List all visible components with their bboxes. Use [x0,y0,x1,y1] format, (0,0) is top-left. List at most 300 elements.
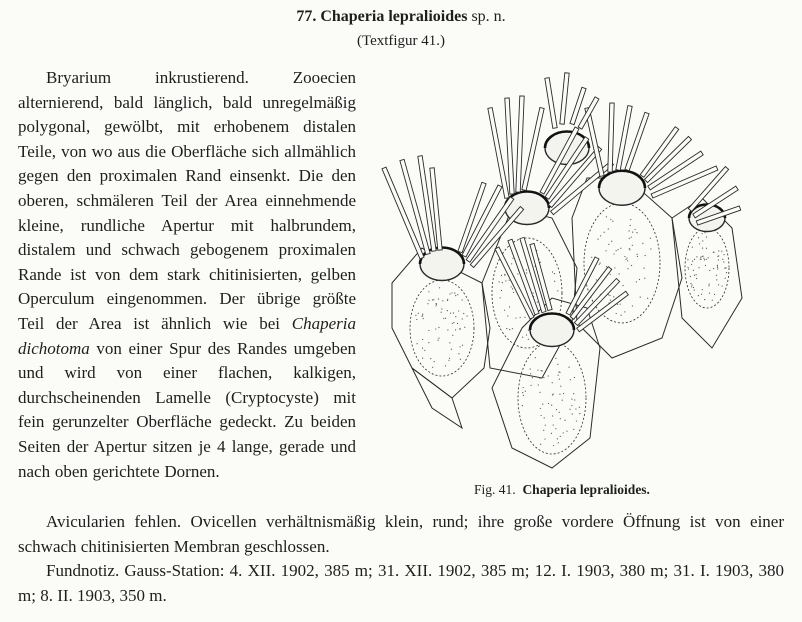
stipple-dot [631,265,632,266]
stipple-dot [424,350,425,351]
stipple-dot [608,244,609,245]
stipple-dot [691,264,692,265]
stipple-dot [688,268,689,269]
stipple-dot [441,308,442,309]
stipple-dot [624,311,625,312]
stipple-dot [559,412,560,413]
stipple-dot [538,384,539,385]
zooecia-drawing [372,68,752,478]
stipple-dot [535,357,536,358]
stipple-dot [459,346,460,347]
stipple-dot [562,400,563,401]
stipple-dot [543,377,544,378]
stipple-dot [539,392,540,393]
stipple-dot [717,267,718,268]
stipple-dot [541,415,542,416]
stipple-dot [724,268,725,269]
stipple-dot [596,279,597,280]
stipple-dot [540,444,541,445]
stipple-dot [438,338,439,339]
stipple-dot [541,370,542,371]
stipple-dot [630,225,631,226]
stipple-dot [563,432,564,433]
stipple-dot [438,327,439,328]
stipple-dot [540,262,541,263]
cryptocyst [685,228,729,308]
stipple-dot [552,382,553,383]
stipple-dot [511,263,512,264]
stipple-dot [499,281,500,282]
stipple-dot [422,348,423,349]
stipple-dot [597,238,598,239]
description-paragraph [18,66,356,484]
stipple-dot [526,334,527,335]
stipple-dot [540,408,541,409]
stipple-dot [428,300,429,301]
stipple-dot [510,286,511,287]
stipple-dot [696,278,697,279]
stipple-dot [625,259,626,260]
stipple-dot [704,259,705,260]
stipple-dot [557,438,558,439]
stipple-dot [552,271,553,272]
stipple-dot [452,323,453,324]
stipple-dot [717,265,718,266]
stipple-dot [416,343,417,344]
stipple-dot [702,289,703,290]
stipple-dot [464,327,465,328]
spine [522,108,544,191]
stipple-dot [640,297,641,298]
stipple-dot [722,259,723,260]
stipple-dot [713,268,714,269]
stipple-dot [415,315,416,316]
stipple-dot [629,248,630,249]
stipple-dot [422,315,423,316]
stipple-dot [509,329,510,330]
stipple-dot [512,288,513,289]
stipple-dot [629,238,630,239]
stipple-dot [427,303,428,304]
stipple-dot [509,280,510,281]
stipple-dot [605,250,606,251]
stipple-dot [700,257,701,258]
stipple-dot [574,399,575,400]
stipple-dot [432,367,433,368]
stipple-dot [706,236,707,237]
stipple-dot [645,255,646,256]
stipple-dot [566,431,567,432]
stipple-dot [708,285,709,286]
figure-illustration [372,68,752,478]
stipple-dot [608,228,609,229]
stipple-dot [542,403,543,404]
stipple-dot [632,305,633,306]
stipple-dot [460,359,461,360]
stipple-dot [452,335,453,336]
stipple-dot [575,408,576,409]
stipple-dot [632,232,633,233]
stipple-dot [723,254,724,255]
stipple-dot [571,399,572,400]
stipple-dot [560,386,561,387]
stipple-dot [537,369,538,370]
stipple-dot [611,241,612,242]
stipple-dot [500,297,501,298]
stipple-dot [432,299,433,300]
stipple-dot [544,438,545,439]
stipple-dot [687,259,688,260]
stipple-dot [696,274,697,275]
stipple-dot [604,232,605,233]
stipple-dot [613,253,614,254]
stipple-dot [570,379,571,380]
stipple-dot [522,405,523,406]
stipple-dot [706,248,707,249]
stipple-dot [723,261,724,262]
spine [545,78,557,129]
italic-species-reference: Chaperia dichotoma [18,313,356,358]
stipple-dot [698,237,699,238]
stipple-dot [698,267,699,268]
stipple-dot [548,375,549,376]
stipple-dot [568,366,569,367]
stipple-dot [548,403,549,404]
avicularia-paragraph: Avicularien fehlen. Ovicellen verhältnismäßig klein, rund; ihre große vordere Öffnung ist von einer schwach chitinisierten Membran geschlossen. [18,512,784,556]
cryptocyst [410,280,474,376]
stipple-dot [559,372,560,373]
stipple-dot [553,445,554,446]
stipple-dot [558,442,559,443]
description-block [18,66,356,484]
stipple-dot [617,304,618,305]
stipple-dot [520,317,521,318]
stipple-dot [614,267,615,268]
stipple-dot [552,394,553,395]
stipple-dot [526,269,527,270]
stipple-dot [636,281,637,282]
stipple-dot [507,315,508,316]
stipple-dot [449,342,450,343]
stipple-dot [528,339,529,340]
stipple-dot [579,413,580,414]
stipple-dot [455,295,456,296]
stipple-dot [564,420,565,421]
stipple-dot [532,377,533,378]
stipple-dot [713,252,714,253]
stipple-dot [622,285,623,286]
stipple-dot [692,247,693,248]
stipple-dot [613,296,614,297]
stipple-dot [441,312,442,313]
stipple-dot [555,358,556,359]
stipple-dot [435,328,436,329]
stipple-dot [455,329,456,330]
stipple-dot [451,349,452,350]
stipple-dot [610,274,611,275]
spine [560,73,569,124]
stipple-dot [447,300,448,301]
stipple-dot [591,257,592,258]
stipple-dot [504,275,505,276]
stipple-dot [530,385,531,386]
stipple-dot [423,318,424,319]
stipple-dot [630,219,631,220]
stipple-dot [555,428,556,429]
stipple-dot [560,436,561,437]
stipple-dot [634,229,635,230]
stipple-dot [721,251,722,252]
stipple-dot [457,294,458,295]
stipple-dot [639,279,640,280]
stipple-dot [620,248,621,249]
stipple-dot [701,294,702,295]
stipple-dot [702,240,703,241]
figure-species-name: Chaperia lepralioides. [522,482,650,497]
stipple-dot [515,317,516,318]
stipple-dot [716,275,717,276]
stipple-dot [693,287,694,288]
stipple-dot [463,313,464,314]
stipple-dot [702,233,703,234]
species-number: 77. [296,8,317,25]
stipple-dot [442,300,443,301]
stipple-dot [437,340,438,341]
stipple-dot [554,273,555,274]
stipple-dot [428,291,429,292]
stipple-dot [445,318,446,319]
stipple-dot [447,299,448,300]
stipple-dot [422,314,423,315]
stipple-dot [553,424,554,425]
stipple-dot [693,270,694,271]
stipple-dot [690,283,691,284]
stipple-dot [610,300,611,301]
stipple-dot [617,249,618,250]
stipple-dot [606,216,607,217]
stipple-dot [433,299,434,300]
stipple-dot [694,259,695,260]
stipple-dot [436,303,437,304]
stipple-dot [506,328,507,329]
stipple-dot [517,273,518,274]
stipple-dot [560,418,561,419]
stipple-dot [705,265,706,266]
stipple-dot [631,237,632,238]
stipple-dot [612,221,613,222]
spine [608,103,614,172]
stipple-dot [544,417,545,418]
stipple-dot [512,258,513,259]
stipple-dot [526,272,527,273]
stipple-dot [571,405,572,406]
stipple-dot [637,254,638,255]
stipple-dot [572,413,573,414]
stipple-dot [725,278,726,279]
stipple-dot [459,328,460,329]
stipple-dot [430,358,431,359]
stipple-dot [457,323,458,324]
stipple-dot [691,286,692,287]
stipple-dot [650,248,651,249]
stipple-dot [416,319,417,320]
stipple-dot [422,339,423,340]
stipple-dot [513,292,514,293]
stipple-dot [449,358,450,359]
stipple-dot [458,353,459,354]
stipple-dot [698,295,699,296]
stipple-dot [636,232,637,233]
stipple-dot [532,292,533,293]
description-text-a: Bryarium inkrustierend. Zooecien alternierend, bald länglich, bald unregelmäßig polygonal, gewölbt, mit erhobenem distalen Teile, von wo aus die Oberfläche sich allmählich gegen den proximalen Rand einsenkt. Die den oberen, schmäleren Teil der Area einnehmende kleine, rundliche Apertur mit halbrundem, distalem und schwach gebogenem proximalen Rande ist von dem stark chitinisierten, gelben Operculum eingenommen. Der übrige größte Teil der Area ist ähnlich wie bei [18,68,356,333]
stipple-dot [422,358,423,359]
stipple-dot [454,293,455,294]
stipple-dot [616,250,617,251]
stipple-dot [647,298,648,299]
locality-paragraph: Fundnotiz. Gauss-Station: 4. XII. 1902, 385 m; 31. XII. 1902, 385 m; 12. I. 1903, 380 m; 31. I. 1903, 380 m; 8. II. 1903, 350 m. [18,561,784,605]
stipple-dot [627,268,628,269]
stipple-dot [443,318,444,319]
stipple-dot [453,312,454,313]
stipple-dot [501,290,502,291]
stipple-dot [554,281,555,282]
stipple-dot [509,306,510,307]
stipple-dot [557,290,558,291]
stipple-dot [428,342,429,343]
stipple-dot [523,387,524,388]
stipple-dot [449,293,450,294]
stipple-dot [455,316,456,317]
spine [516,96,524,192]
stipple-dot [691,284,692,285]
stipple-dot [556,409,557,410]
stipple-dot [462,345,463,346]
stipple-dot [610,219,611,220]
stipple-dot [722,285,723,286]
zooecium-outline [412,368,462,428]
stipple-dot [600,262,601,263]
stipple-dot [708,257,709,258]
stipple-dot [438,298,439,299]
stipple-dot [692,261,693,262]
stipple-dot [712,300,713,301]
stipple-dot [704,299,705,300]
stipple-dot [576,420,577,421]
stipple-dot [609,295,610,296]
stipple-dot [447,329,448,330]
stipple-dot [557,364,558,365]
stipple-dot [574,377,575,378]
stipple-dot [545,425,546,426]
stipple-dot [439,287,440,288]
stipple-dot [699,243,700,244]
stipple-dot [435,305,436,306]
stipple-dot [525,391,526,392]
stipple-dot [504,310,505,311]
article-heading [0,6,802,28]
species-name: Chaperia lepralioides [320,8,468,25]
stipple-dot [608,294,609,295]
stipple-dot [434,361,435,362]
stipple-dot [542,370,543,371]
stipple-dot [700,259,701,260]
stipple-dot [690,276,691,277]
stipple-dot [619,273,620,274]
stipple-dot [718,250,719,251]
stipple-dot [537,301,538,302]
stipple-dot [451,292,452,293]
stipple-dot [717,268,718,269]
species-suffix: sp. n. [471,8,506,25]
stipple-dot [552,415,553,416]
stipple-dot [462,318,463,319]
stipple-dot [522,337,523,338]
stipple-dot [551,433,552,434]
description-text-b: von einer Spur des Randes umgeben und wird von einer flachen, kalkigen, durchscheinenden Lamelle (Cryptocyste) mit fein gerunzelter Oberfläche gedeckt. Zu beiden Seiten der Apertur sitzen je 4 lange, gerade und nach oben gerichtete Dornen. [18,338,356,481]
stipple-dot [629,230,630,231]
stipple-dot [600,235,601,236]
stipple-dot [650,238,651,239]
stipple-dot [703,258,704,259]
stipple-dot [718,259,719,260]
stipple-dot [717,256,718,257]
stipple-dot [620,315,621,316]
stipple-dot [726,272,727,273]
figure-label: Fig. 41. [474,482,516,497]
stipple-dot [530,368,531,369]
stipple-dot [524,317,525,318]
stipple-dot [599,264,600,265]
stipple-dot [709,284,710,285]
stipple-dot [627,260,628,261]
stipple-dot [714,294,715,295]
stipple-dot [632,245,633,246]
stipple-dot [687,267,688,268]
stipple-dot [616,313,617,314]
stipple-dot [502,282,503,283]
remarks-block [18,510,784,608]
stipple-dot [447,310,448,311]
stipple-dot [539,378,540,379]
stipple-dot [579,407,580,408]
textfigure-reference: (Textfigur 41.) [356,33,446,49]
stipple-dot [718,284,719,285]
stipple-dot [709,270,710,271]
stipple-dot [453,322,454,323]
stipple-dot [558,375,559,376]
stipple-dot [709,293,710,294]
stipple-dot [448,360,449,361]
stipple-dot [466,315,467,316]
stipple-dot [559,394,560,395]
stipple-dot [458,310,459,311]
stipple-dot [606,266,607,267]
stipple-dot [428,330,429,331]
stipple-dot [620,304,621,305]
stipple-dot [704,232,705,233]
stipple-dot [573,393,574,394]
stipple-dot [543,430,544,431]
stipple-dot [512,328,513,329]
stipple-dot [573,429,574,430]
stipple-dot [551,405,552,406]
stipple-dot [418,313,419,314]
stipple-dot [694,275,695,276]
stipple-dot [702,247,703,248]
stipple-dot [522,392,523,393]
stipple-dot [530,373,531,374]
stipple-dot [706,259,707,260]
